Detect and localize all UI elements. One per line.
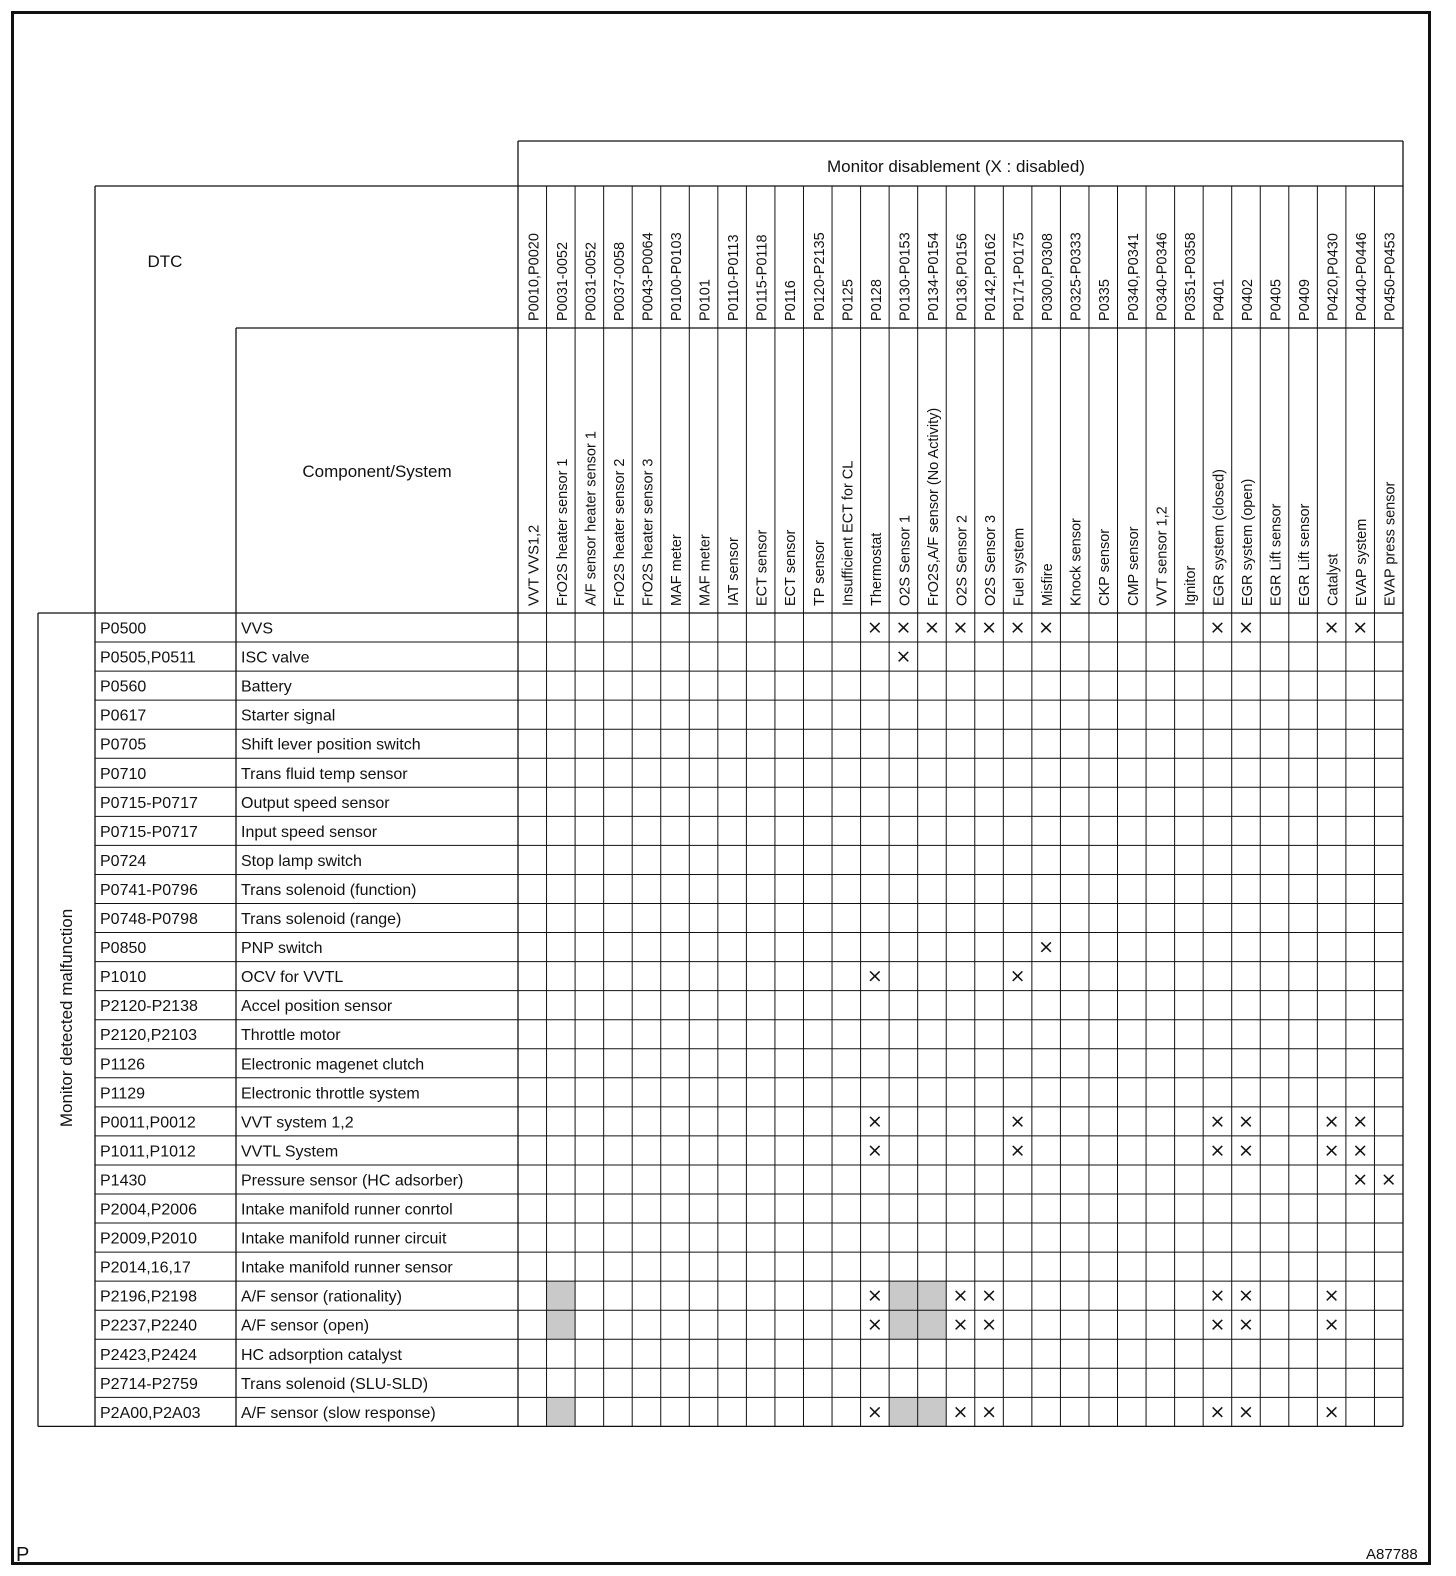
column-code: P0325-P0333 [1068, 232, 1085, 321]
row-component: Electronic throttle system [241, 1085, 420, 1103]
disabled-mark: × [1380, 1168, 1397, 1191]
disabled-mark: × [1209, 1313, 1226, 1336]
column-code: P0125 [840, 279, 857, 321]
disabled-mark: × [866, 965, 883, 988]
row-component: Trans solenoid (range) [241, 911, 402, 929]
column-component: VVT sensor 1,2 [1154, 506, 1171, 606]
disabled-mark: × [981, 1313, 998, 1336]
row-component: Starter signal [241, 707, 336, 725]
column-code: P0043-P0064 [640, 232, 657, 321]
column-code: P0128 [868, 279, 885, 321]
disabled-mark: × [1323, 1400, 1340, 1423]
disabled-mark: × [1209, 1400, 1226, 1423]
row-component: Pressure sensor (HC adsorber) [241, 1172, 464, 1190]
row-dtc: P2004,P2006 [100, 1201, 197, 1219]
column-component: FrO2S heater sensor 1 [554, 458, 571, 606]
column-code: P0031-0052 [583, 241, 600, 321]
disabled-mark: × [923, 616, 940, 639]
disabled-mark: × [1209, 616, 1226, 639]
row-dtc: P2120-P2138 [100, 998, 198, 1016]
disabled-mark: × [1209, 1139, 1226, 1162]
column-code: P0134-P0154 [925, 232, 942, 321]
column-code: P0010,P0020 [526, 233, 543, 321]
column-component: FrO2S,A/F sensor (No Activity) [925, 407, 942, 606]
row-dtc: P2A00,P2A03 [100, 1404, 201, 1422]
column-component: Misfire [1040, 563, 1057, 606]
disabled-mark: × [1323, 1284, 1340, 1307]
column-code: P0101 [697, 279, 714, 321]
column-code: P0110-P0113 [726, 234, 743, 321]
disabled-mark: × [952, 1284, 969, 1307]
row-component: HC adsorption catalyst [241, 1346, 402, 1364]
column-code: P0401 [1211, 279, 1228, 321]
column-code: P0405 [1268, 279, 1285, 321]
shaded-cell [547, 1281, 576, 1310]
row-dtc: P1011,P1012 [100, 1143, 196, 1161]
column-code: P0340,P0341 [1125, 233, 1142, 321]
row-dtc: P0741-P0796 [100, 881, 198, 899]
disabled-mark: × [1352, 1110, 1369, 1133]
row-component: Accel position sensor [241, 998, 393, 1016]
row-dtc: P0724 [100, 852, 147, 870]
disabled-mark: × [1009, 616, 1026, 639]
column-component: ECT sensor [783, 529, 800, 606]
row-dtc: P0617 [100, 707, 147, 725]
disabled-mark: × [1009, 1110, 1026, 1133]
row-group-label: Monitor detected malfunction [57, 908, 76, 1128]
column-component: FrO2S heater sensor 2 [611, 458, 628, 606]
disabled-mark: × [866, 1400, 883, 1423]
row-component: Intake manifold runner sensor [241, 1259, 453, 1277]
row-component: A/F sensor (slow response) [241, 1404, 436, 1422]
shaded-cell [918, 1310, 947, 1339]
column-code: P0031-0052 [554, 241, 571, 321]
row-component: A/F sensor (open) [241, 1317, 370, 1335]
disabled-mark: × [866, 1110, 883, 1133]
row-dtc: P2423,P2424 [100, 1346, 197, 1364]
column-code: P0440-P0446 [1354, 232, 1371, 321]
row-dtc: P2014,16,17 [100, 1259, 191, 1277]
disabled-mark: × [1209, 1110, 1226, 1133]
column-component: O2S Sensor 1 [897, 514, 914, 606]
row-component: ISC valve [241, 649, 310, 667]
shaded-cell [547, 1397, 576, 1426]
row-component: Electronic magenet clutch [241, 1056, 425, 1074]
row-component: OCV for VVTL [241, 969, 344, 987]
page-letter: P [16, 1544, 30, 1566]
shaded-cell [889, 1281, 918, 1310]
row-dtc: P2714-P2759 [100, 1375, 198, 1393]
disabled-mark: × [952, 616, 969, 639]
disabled-mark: × [895, 645, 912, 668]
row-dtc: P1129 [100, 1085, 146, 1103]
column-code: P0340-P0346 [1154, 232, 1171, 321]
disabled-mark: × [895, 616, 912, 639]
disabled-mark: × [981, 1284, 998, 1307]
disabled-mark: × [1323, 616, 1340, 639]
row-dtc: P0500 [100, 620, 147, 638]
disabled-mark: × [1009, 1139, 1026, 1162]
disabled-mark: × [866, 616, 883, 639]
disabled-mark: × [1238, 1313, 1254, 1336]
disabled-mark: × [866, 1284, 883, 1307]
row-component: Trans solenoid (SLU-SLD) [241, 1375, 429, 1393]
column-component: EGR system (closed) [1211, 469, 1228, 606]
row-component: Output speed sensor [241, 794, 390, 812]
column-component: EVAP system [1354, 518, 1371, 606]
row-component: Trans solenoid (function) [241, 881, 417, 899]
column-component: MAF meter [697, 534, 714, 606]
row-dtc: P0505,P0511 [100, 649, 196, 667]
disabled-mark: × [1238, 616, 1254, 639]
disabled-mark: × [1352, 616, 1369, 639]
column-component: EVAP press sensor [1382, 481, 1399, 606]
column-code: P0300,P0308 [1040, 233, 1057, 321]
column-component: FrO2S heater sensor 3 [640, 458, 657, 606]
row-component: Intake manifold runner conrtol [241, 1201, 453, 1219]
row-dtc: P0715-P0717 [100, 823, 198, 841]
shaded-cell [889, 1397, 918, 1426]
shaded-cell [889, 1310, 918, 1339]
disabled-mark: × [952, 1400, 969, 1423]
disabled-mark: × [1323, 1313, 1340, 1336]
row-component: Battery [241, 678, 292, 696]
column-code: P0142,P0162 [983, 233, 1000, 321]
table-cells [100, 232, 1399, 1423]
disabled-mark: × [1323, 1110, 1340, 1133]
row-dtc: P0011,P0012 [100, 1114, 196, 1132]
column-component: Fuel system [1011, 527, 1028, 606]
column-component: TP sensor [811, 540, 828, 606]
column-code: P0120-P2135 [811, 232, 828, 321]
component-header: Component/System [302, 462, 452, 481]
disabled-mark: × [1038, 616, 1055, 639]
column-code: P0409 [1297, 279, 1314, 321]
column-code: P0402 [1239, 279, 1256, 321]
column-component: MAF meter [669, 534, 686, 606]
row-component: VVS [241, 620, 274, 638]
shaded-cell [918, 1281, 947, 1310]
column-component: ECT sensor [754, 529, 771, 606]
row-dtc: P1010 [100, 969, 147, 987]
row-dtc: P0748-P0798 [100, 911, 198, 929]
column-code: P0420,P0430 [1325, 233, 1342, 321]
column-code: P0335 [1097, 279, 1114, 321]
disabled-mark: × [1238, 1139, 1254, 1162]
column-code: P0351-P0358 [1182, 232, 1199, 321]
disabled-mark: × [981, 616, 998, 639]
column-component: CMP sensor [1125, 526, 1142, 606]
dtc-header: DTC [147, 252, 183, 271]
row-dtc: P2120,P2103 [100, 1027, 197, 1045]
row-dtc: P0705 [100, 736, 147, 754]
row-component: Throttle motor [241, 1027, 341, 1045]
column-code: P0037-0058 [611, 241, 628, 321]
disabled-mark: × [1323, 1139, 1340, 1162]
row-dtc: P2196,P2198 [100, 1288, 197, 1306]
row-component: VVT system 1,2 [241, 1114, 354, 1132]
row-dtc: P0715-P0717 [100, 794, 198, 812]
column-component: Catalyst [1325, 553, 1342, 606]
disabled-mark: × [1209, 1284, 1226, 1307]
row-component: Intake manifold runner circuit [241, 1230, 447, 1248]
disabled-mark: × [1009, 965, 1026, 988]
disabled-mark: × [1238, 1400, 1254, 1423]
row-dtc: P1126 [100, 1056, 146, 1074]
disabled-mark: × [866, 1313, 883, 1336]
column-code: P0130-P0153 [897, 232, 914, 321]
row-dtc: P2237,P2240 [100, 1317, 197, 1335]
column-component: Thermostat [868, 532, 885, 606]
disabled-mark: × [1352, 1139, 1369, 1162]
column-component: A/F sensor heater sensor 1 [583, 431, 600, 606]
column-component: O2S Sensor 2 [954, 514, 971, 606]
column-code: P0115-P0118 [754, 234, 771, 321]
column-component: CKP sensor [1097, 528, 1114, 606]
disabled-mark: × [1038, 936, 1055, 959]
row-component: PNP switch [241, 940, 323, 958]
column-component: IAT sensor [726, 537, 743, 606]
column-code: P0100-P0103 [669, 232, 686, 321]
shaded-cell [918, 1397, 947, 1426]
disabled-mark: × [1352, 1168, 1369, 1191]
row-component: Shift lever position switch [241, 736, 421, 754]
disabled-mark: × [1238, 1110, 1254, 1133]
shaded-cell [547, 1310, 576, 1339]
row-component: A/F sensor (rationality) [241, 1288, 402, 1306]
column-component: EGR Lift sensor [1268, 503, 1285, 606]
row-component: VVTL System [241, 1143, 339, 1161]
column-code: P0136,P0156 [954, 233, 971, 321]
row-dtc: P0560 [100, 678, 147, 696]
row-dtc: P2009,P2010 [100, 1230, 197, 1248]
row-component: Input speed sensor [241, 823, 378, 841]
row-component: Trans fluid temp sensor [241, 765, 408, 783]
figure-id: A87788 [1366, 1546, 1418, 1563]
column-component: EGR system (open) [1239, 478, 1256, 606]
column-component: Insufficient ECT for CL [840, 460, 857, 606]
row-component: Stop lamp switch [241, 852, 362, 870]
column-component: O2S Sensor 3 [983, 514, 1000, 606]
super-header: Monitor disablement (X : disabled) [827, 157, 1085, 176]
disabled-mark: × [866, 1139, 883, 1162]
disabled-mark: × [981, 1400, 998, 1423]
column-code: P0116 [783, 280, 800, 321]
column-code: P0171-P0175 [1011, 232, 1028, 321]
column-code: P0450-P0453 [1382, 232, 1399, 321]
column-component: Ignitor [1182, 565, 1199, 606]
disabled-mark: × [952, 1313, 969, 1336]
row-dtc: P0710 [100, 765, 147, 783]
row-dtc: P1430 [100, 1172, 147, 1190]
disabled-mark: × [1238, 1284, 1254, 1307]
column-component: EGR Lift sensor [1297, 503, 1314, 606]
column-component: Knock sensor [1068, 518, 1085, 606]
column-component: VVT VVS1,2 [526, 524, 543, 606]
row-dtc: P0850 [100, 940, 147, 958]
